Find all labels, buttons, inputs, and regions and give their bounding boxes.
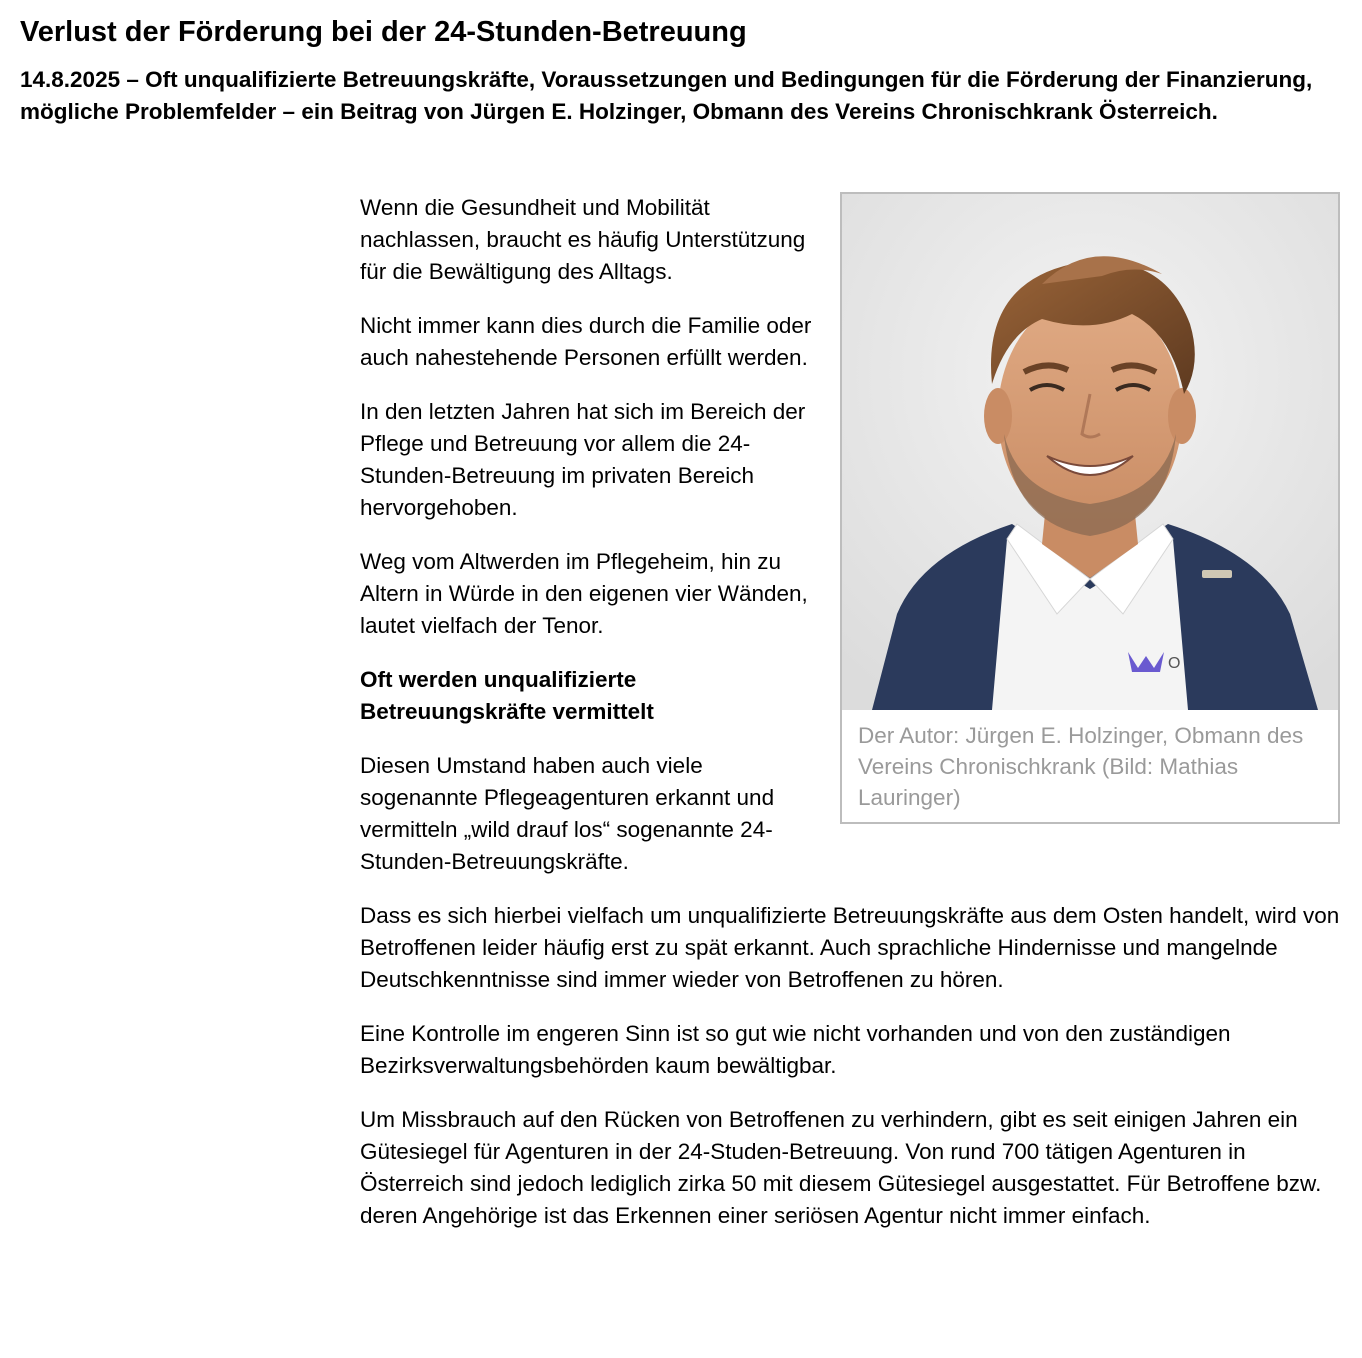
figure-caption: Der Autor: Jürgen E. Holzinger, Obmann des Vereins Chronischkrank (Bild: Mathias Lauringer)	[858, 723, 1304, 810]
body-paragraph: In den letzten Jahren hat sich im Bereich der Pflege und Betreuung vor allem die 24-Stunden-Betreuung im privaten Bereich hervorgehoben.	[360, 399, 806, 520]
body-paragraph: Um Missbrauch auf den Rücken von Betroffenen zu verhindern, gibt es seit einigen Jahren ein Gütesiegel für Agenturen in der 24-Studen-Betreuung. Von rund 700 tätigen Agenturen in Österreich sind jedoch lediglich zirka 50 mit diesem Gütesiegel ausgestattet. Für Betroffene bzw. deren Angehörige ist das Erkennen einer seriösen Agentur nicht immer einfach.	[360, 1107, 1322, 1228]
body-paragraph: Diesen Umstand haben auch viele sogenannte Pflegeagenturen erkannt und vermitteln „wild drauf los“ sogenannte 24-Stunden-Betreuungskräfte.	[360, 753, 775, 874]
body-paragraph: Dass es sich hierbei vielfach um unqualifizierte Betreuungskräfte aus dem Osten handelt, wird von Betroffenen leider häufig erst zu spät erkannt. Auch sprachliche Hindernisse und mangelnde Deutschkenntnisse sind immer wieder von Betroffenen zu hören.	[360, 903, 1340, 992]
svg-text:O: O	[1168, 655, 1181, 672]
body-paragraph: Nicht immer kann dies durch die Familie oder auch nahestehende Personen erfüllt werden.	[360, 313, 812, 370]
article-body	[360, 192, 1340, 1254]
body-paragraph: Eine Kontrolle im engeren Sinn ist so gut wie nicht vorhanden und von den zuständigen Bezirksverwaltungsbehörden kaum bewältigbar.	[360, 1021, 1231, 1078]
author-portrait-icon	[842, 194, 1338, 710]
body-paragraph: Wenn die Gesundheit und Mobilität nachlassen, braucht es häufig Unterstützung für die Bewältigung des Alltags.	[360, 195, 806, 284]
author-figure	[840, 192, 1340, 824]
article-lead: 14.8.2025 – Oft unqualifizierte Betreuungskräfte, Voraussetzungen und Bedingungen für die Förderung der Finanzierung, mögliche Problemfelder – ein Beitrag von Jürgen E. Holzinger, Obmann des Vereins Chronischkrank Österreich.	[20, 66, 1313, 124]
article-headline: Verlust der Förderung bei der 24-Stunden-Betreuung	[20, 16, 747, 48]
body-paragraph: Weg vom Altwerden im Pflegeheim, hin zu Altern in Würde in den eigenen vier Wänden, lautet vielfach der Tenor.	[360, 549, 808, 638]
section-subheading: Oft werden unqualifizierte Betreuungskräfte vermittelt	[360, 667, 654, 724]
article-header	[20, 14, 1350, 128]
